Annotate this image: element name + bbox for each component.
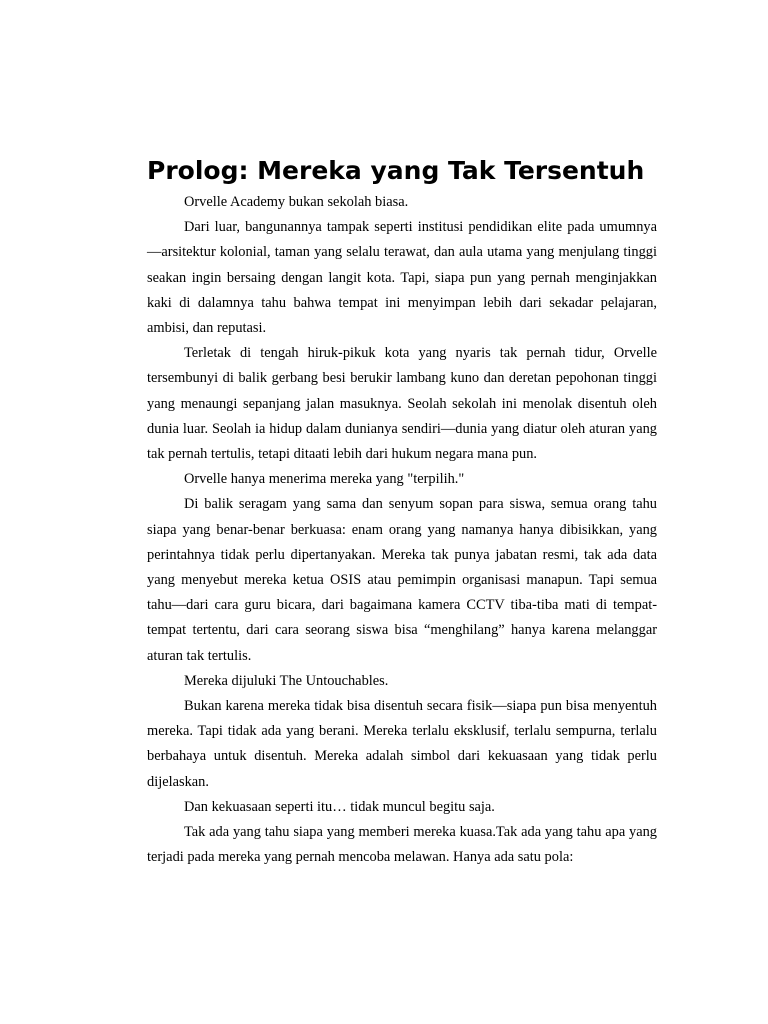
paragraph: Mereka dijuluki The Untouchables.: [184, 672, 389, 689]
paragraph: Dan kekuasaan seperti itu… tidak muncul begitu saja.: [184, 798, 495, 815]
chapter-title: Prolog: Mereka yang Tak Tersentuh: [147, 156, 645, 185]
paragraph: Orvelle Academy bukan sekolah biasa.: [184, 194, 409, 210]
paragraph: Di balik seragam yang sama dan senyum sopan para siswa, semua orang tahu siapa yang benar-benar berkuasa: enam orang yang namanya hanya dibisikkan, yang perintahnya tidak perlu dipertanyakan. Mereka tak punya jabatan resmi, tak ada data yang menyebut mereka ketua OSIS atau pemimpin organisasi manapun. Tapi semua tahu—dari cara guru bicara, dari bagaimana kamera CCTV tiba-tiba mati di tempat-tempat tertentu, dari cara seorang siswa bisa “menghilang” hanya karena melanggar aturan tak tertulis.: [147, 496, 657, 664]
paragraph: Terletak di tengah hiruk-pikuk kota yang nyaris tak pernah tidur, Orvelle tersembunyi di balik gerbang besi berukir lambang kuno dan deretan pepohonan tinggi yang menaungi sepanjang jalan masuknya. Seolah sekolah ini menolak disentuh oleh dunia luar. Seolah ia hidup dalam dunianya sendiri—dunia yang diatur oleh aturan yang tak pernah tertulis, tetapi ditaati lebih dari hukum negara mana pun.: [147, 345, 657, 463]
paragraph: Tak ada yang tahu siapa yang memberi mereka kuasa.Tak ada yang tahu apa yang terjadi pada mereka yang pernah mencoba melawan. Hanya ada satu pola:: [147, 824, 657, 866]
paragraph: Bukan karena mereka tidak bisa disentuh secara fisik—siapa pun bisa menyentuh mereka. Tapi tidak ada yang berani. Mereka terlalu eksklusif, terlalu sempurna, terlalu berbahaya untuk disentuh. Mereka adalah simbol dari kekuasaan yang tidak perlu dijelaskan.: [147, 698, 657, 790]
chapter-body: [147, 156, 657, 870]
paragraph: Orvelle hanya menerima mereka yang "terpilih.": [184, 471, 465, 488]
paragraph: Dari luar, bangunannya tampak seperti institusi pendidikan elite pada umumnya—arsitektur kolonial, taman yang selalu terawat, dan aula utama yang menjulang tinggi seakan ingin bersaing dengan langit kota. Tapi, siapa pun yang pernah menginjakkan kaki di dalamnya tahu bahwa tempat ini menyimpan lebih dari sekadar pelajaran, ambisi, dan reputasi.: [147, 219, 657, 337]
